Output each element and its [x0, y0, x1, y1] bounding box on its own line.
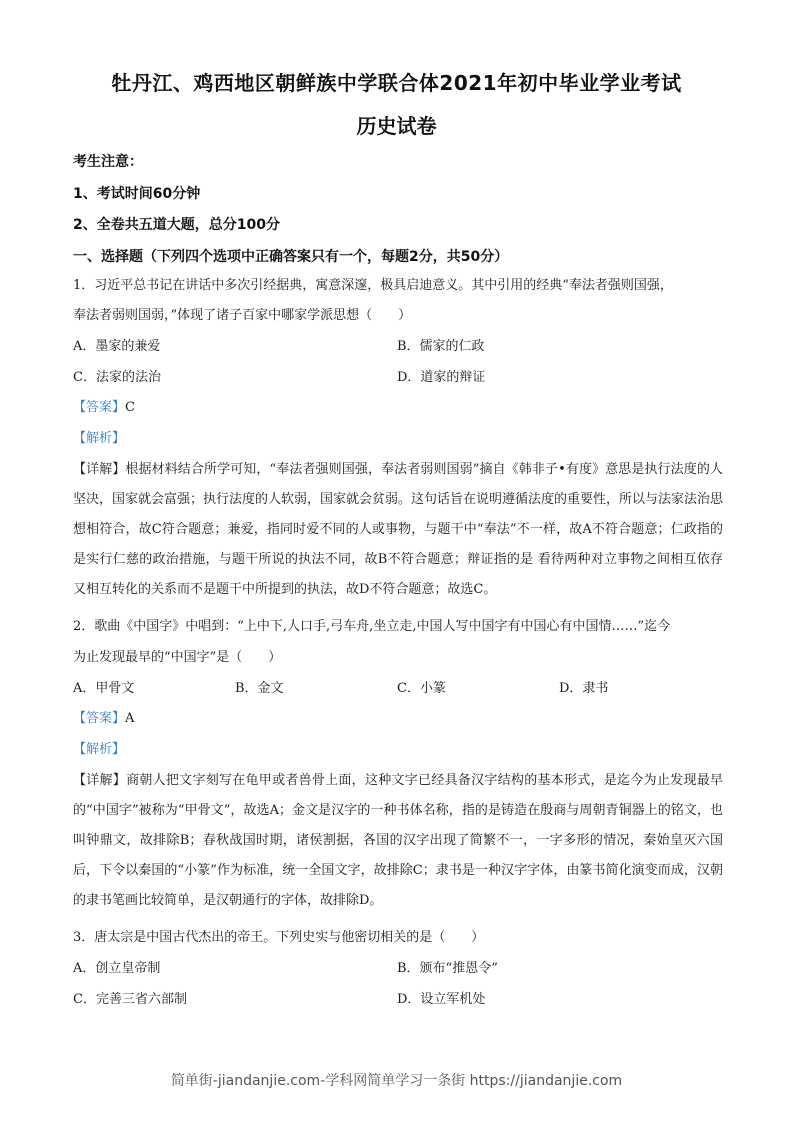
q2-option-d: D．隶书 [559, 681, 609, 696]
q1-stem-line2: 奉法者弱则国弱，”体现了诸子百家中哪家学派思想（ ） [73, 308, 412, 323]
q2-answer [73, 709, 134, 729]
q3-option-b: B．颁布“推恩令” [397, 961, 498, 976]
analysis-tag: 【解析】 [73, 742, 126, 757]
notice-item-2: 2、全卷共五道大题，总分100分 [73, 217, 280, 233]
analysis-tag: 【解析】 [73, 431, 126, 446]
q1-option-a: A．墨家的兼爱 [73, 339, 161, 354]
exam-title: 牡丹江、鸡西地区朝鲜族中学联合体2021年初中毕业学业考试 [111, 71, 682, 95]
q1-answer-value: C [125, 400, 135, 415]
q2-detail-text: 商朝人把文字刻写在龟甲或者兽骨上面，这种文字已经具备汉字结构的基本形式，是迄今为止发现最早的“中国字”被称为“甲骨文”，故选A；金文是汉字的一种书体名称，指的是铸造在殷商与周朝青铜器上的铭文，也叫钟鼎文，故排除B；春秋战国时期，诸侯割据，各国的汉字出现了简繁不一，一字多形的情况，秦始皇灭六国后，下令以秦国的“小篆”作为标准，统一全国文字，故排除C；隶书是一种汉字字体，由篆书简化演变而成，汉朝的隶书笔画比较简单，是汉朝通行的字体，故排除D。 [73, 773, 723, 908]
q1-detail-text: 根据材料结合所学可知，“奉法者强则国强，奉法者弱则国弱”摘自《韩非子•有度》意思是执行法度的人坚决，国家就会富强；执行法度的人软弱，国家就会贫弱。这句话旨在说明遵循法度的重要性，所以与法家法治思想相符合，故C符合题意；兼爱，指同时爱不同的人或事物，与题干中“奉法”不一样，故A不符合题意；仁政指的是实行仁慈的政治措施，与题干所说的执法不同，故B不符合题意；辩证指的是 看待两种对立事物之间相互依存又相互转化的关系而不是题干中所提到的执法，故D不符合题意；故选C。 [73, 462, 724, 597]
q1-option-b: B．儒家的仁政 [397, 339, 485, 354]
q2-option-b: B．金文 [235, 681, 284, 696]
q2-detail [73, 766, 723, 916]
q1-option-c: C．法家的法治 [73, 370, 161, 385]
q1-answer [73, 398, 135, 418]
exam-subtitle: 历史试卷 [356, 114, 437, 138]
q3-stem: 3．唐太宗是中国古代杰出的帝王。下列史实与他密切相关的是（ ） [73, 930, 485, 945]
q3-option-a: A．创立皇帝制 [73, 961, 161, 976]
q2-analysis [73, 740, 125, 760]
q3-option-d: D．设立军机处 [397, 992, 486, 1007]
q1-option-d: D．道家的辩证 [397, 370, 486, 385]
q2-stem-line2: 为止发现最早的“中国字”是（ ） [73, 650, 282, 665]
notice-heading: 考生注意： [73, 154, 143, 170]
q1-stem-line1: 1．习近平总书记在讲话中多次引经据典，寓意深邃，极具启迪意义。其中引用的经典“奉法者强则国强， [73, 278, 673, 293]
q2-answer-value: A [125, 711, 135, 726]
page-footer: 简单街-jiandanjie.com-学科网简单学习一条街 https://jiandanjie.com [170, 1073, 623, 1089]
section-heading: 一、选择题（下列四个选项中正确答案只有一个，每题2分，共50分） [73, 249, 509, 265]
q2-option-a: A．甲骨文 [73, 681, 135, 696]
q2-option-c: C．小篆 [397, 681, 446, 696]
notice-item-1: 1、考试时间60分钟 [73, 186, 201, 202]
q1-detail [73, 455, 723, 605]
detail-tag: 【详解】 [73, 462, 126, 477]
answer-tag: 【答案】 [73, 400, 126, 415]
q1-analysis [73, 429, 125, 449]
q2-stem-line1: 2．歌曲《中国字》中唱到：“上中下,人口手,弓车舟,坐立走,中国人写中国字有中国心有中国情……”迄今 [73, 619, 671, 634]
detail-tag: 【详解】 [73, 773, 127, 788]
q3-option-c: C．完善三省六部制 [73, 992, 187, 1007]
answer-tag: 【答案】 [73, 711, 126, 726]
